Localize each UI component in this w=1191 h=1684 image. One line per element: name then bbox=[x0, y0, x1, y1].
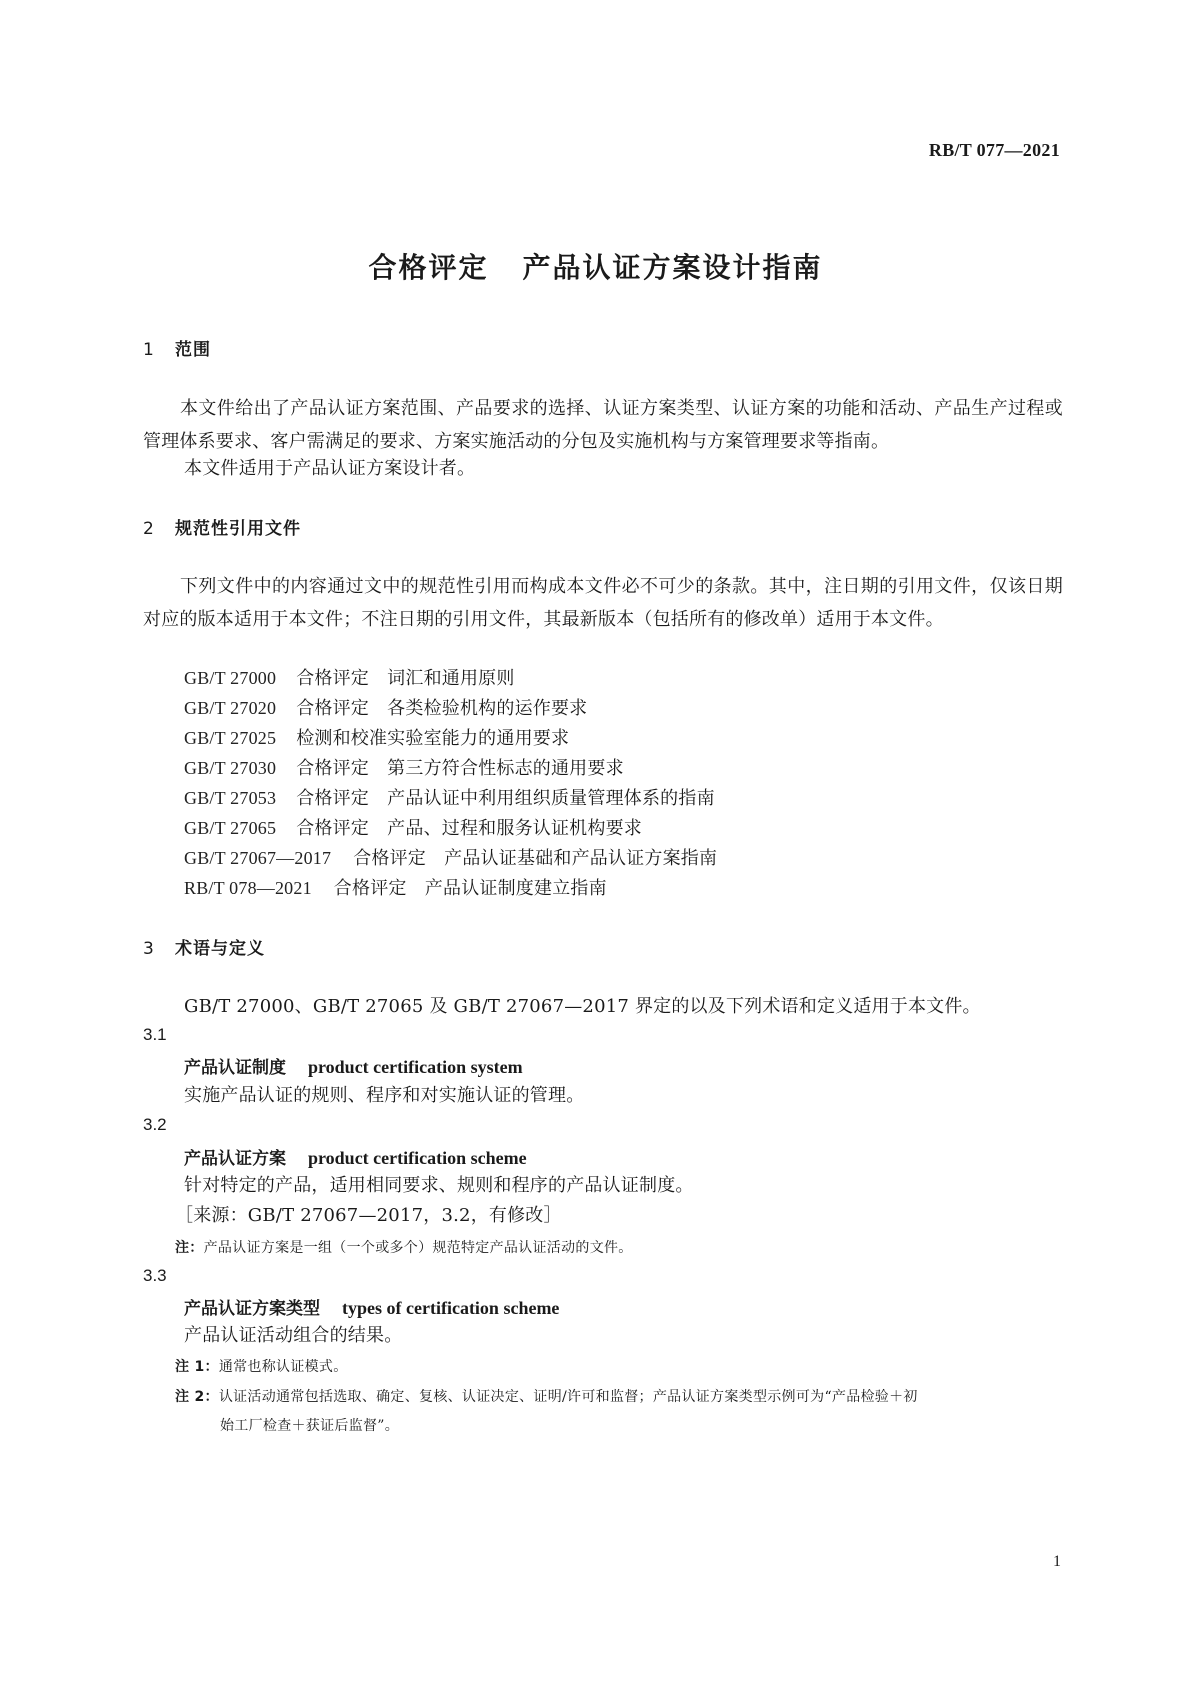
normative-ref: GB/T 27067—2017 合格评定 产品认证基础和产品认证方案指南 bbox=[184, 848, 718, 869]
term-number: 3.2 bbox=[143, 1115, 167, 1134]
term-note-2: 注 2：认证活动通常包括选取、确定、复核、认证决定、证明/许可和监督；产品认证方案类型示例可为“产品检验＋初 bbox=[175, 1389, 918, 1405]
term-note: 注：产品认证方案是一组（一个或多个）规范特定产品认证活动的文件。 bbox=[175, 1240, 633, 1256]
title-part-1: 合格评定 bbox=[368, 251, 489, 284]
term-number: 3.3 bbox=[143, 1266, 167, 1285]
term-definition: 实施产品认证的规则、程序和对实施认证的管理。 bbox=[184, 1085, 585, 1106]
term-source: ［来源：GB/T 27067—2017，3.2，有修改］ bbox=[175, 1205, 562, 1226]
normative-ref: GB/T 27065 合格评定 产品、过程和服务认证机构要求 bbox=[184, 818, 642, 839]
term-note-1: 注 1：通常也称认证模式。 bbox=[175, 1359, 348, 1375]
page-number: 1 bbox=[1053, 1553, 1061, 1570]
normative-ref: GB/T 27053 合格评定 产品认证中利用组织质量管理体系的指南 bbox=[184, 788, 715, 809]
normative-ref: GB/T 27000 合格评定 词汇和通用原则 bbox=[184, 668, 515, 689]
term-definition: 产品认证活动组合的结果。 bbox=[184, 1325, 403, 1346]
title-part-2: 产品认证方案设计指南 bbox=[522, 251, 823, 284]
term-number: 3.1 bbox=[143, 1025, 167, 1044]
term-heading: 产品认证制度 product certification system bbox=[184, 1057, 523, 1078]
standard-code: RB/T 077—2021 bbox=[928, 140, 1060, 160]
term-heading: 产品认证方案类型 types of certification scheme bbox=[184, 1298, 560, 1319]
term-note-2-continued: 始工厂检查＋获证后监督”。 bbox=[220, 1418, 400, 1434]
normative-ref: RB/T 078—2021 合格评定 产品认证制度建立指南 bbox=[184, 878, 607, 899]
section-heading-terms: 3 术语与定义 bbox=[143, 939, 265, 959]
normative-ref: GB/T 27030 合格评定 第三方符合性标志的通用要求 bbox=[184, 758, 624, 779]
section-heading-scope: 1 范围 bbox=[143, 340, 211, 360]
normative-intro: 下列文件中的内容通过文中的规范性引用而构成本文件必不可少的条款。其中，注日期的引用文件，仅该日期对应的版本适用于本文件；不注日期的引用文件，其最新版本（包括所有的修改单）适用于本文件。 bbox=[143, 576, 1063, 630]
terms-intro: GB/T 27000、GB/T 27065 及 GB/T 27067—2017 界定的以及下列术语和定义适用于本文件。 bbox=[184, 996, 981, 1017]
scope-paragraph-2: 本文件适用于产品认证方案设计者。 bbox=[184, 458, 476, 479]
document-title bbox=[0, 246, 1191, 286]
section-heading-normative: 2 规范性引用文件 bbox=[143, 519, 301, 539]
normative-ref: GB/T 27025 检测和校准实验室能力的通用要求 bbox=[184, 728, 570, 749]
term-heading: 产品认证方案 product certification scheme bbox=[184, 1148, 527, 1169]
term-definition: 针对特定的产品，适用相同要求、规则和程序的产品认证制度。 bbox=[184, 1175, 694, 1196]
scope-paragraph-1: 本文件给出了产品认证方案范围、产品要求的选择、认证方案类型、认证方案的功能和活动、产品生产过程或管理体系要求、客户需满足的要求、方案实施活动的分包及实施机构与方案管理要求等指南。 bbox=[143, 398, 1063, 452]
normative-ref: GB/T 27020 合格评定 各类检验机构的运作要求 bbox=[184, 698, 588, 719]
